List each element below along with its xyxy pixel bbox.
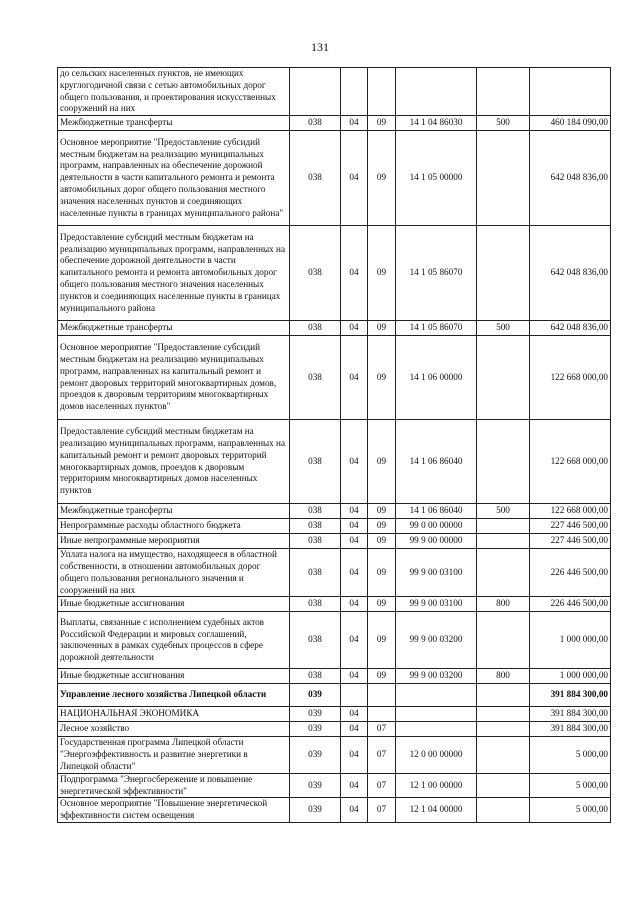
table-body [58, 68, 611, 823]
cell-subsection: 09 [368, 669, 396, 684]
table-row [58, 519, 611, 534]
cell-subsection [368, 684, 396, 707]
cell-subsection: 09 [368, 336, 396, 420]
table-row [58, 669, 611, 684]
cell-target-article: 14 1 06 86040 [396, 504, 477, 519]
cell-name: Межбюджетные трансферты [58, 321, 290, 336]
cell-section: 04 [341, 773, 368, 798]
cell-name: Непрограммные расходы областного бюджета [58, 519, 290, 534]
cell-expense-type [477, 684, 530, 707]
cell-target-article: 12 0 00 00000 [396, 737, 477, 773]
cell-expense-type [477, 773, 530, 798]
cell-expense-type: 500 [477, 321, 530, 336]
table-row [58, 534, 611, 549]
cell-amount: 226 446 500,00 [530, 549, 611, 597]
cell-name: Межбюджетные трансферты [58, 504, 290, 519]
cell-expense-type: 500 [477, 116, 530, 131]
table-row [58, 773, 611, 798]
cell-amount: 642 048 836,00 [530, 321, 611, 336]
cell-name: Предоставление субсидий местным бюджетам на реализацию муниципальных программ, направленных на капитальный ремонт и ремонт дворовых территорий многоквартирных домов, проездов к дворовым территориям многоквартирных домов населенных пунктов [58, 420, 290, 504]
cell-section: 04 [341, 737, 368, 773]
budget-table [57, 67, 611, 823]
cell-amount: 5 000,00 [530, 798, 611, 823]
cell-admin-code [290, 68, 341, 116]
cell-name: Выплаты, связанные с исполнением судебных актов Российской Федерации и мировых соглашений, заключенных в рамках судебных процессов в сфере дорожной деятельности [58, 612, 290, 669]
cell-target-article: 14 1 05 86070 [396, 226, 477, 321]
cell-name: Иные бюджетные ассигнования [58, 597, 290, 612]
cell-subsection: 09 [368, 420, 396, 504]
cell-section: 04 [341, 722, 368, 737]
cell-amount: 642 048 836,00 [530, 131, 611, 226]
cell-section: 04 [341, 612, 368, 669]
cell-subsection: 07 [368, 722, 396, 737]
cell-target-article: 14 1 04 86030 [396, 116, 477, 131]
cell-subsection: 09 [368, 226, 396, 321]
cell-section: 04 [341, 798, 368, 823]
cell-expense-type [477, 612, 530, 669]
cell-admin-code: 039 [290, 707, 341, 722]
cell-admin-code: 038 [290, 420, 341, 504]
cell-name: Лесное хозяйство [58, 722, 290, 737]
cell-admin-code: 038 [290, 534, 341, 549]
cell-target-article: 99 9 00 00000 [396, 534, 477, 549]
cell-target-article: 99 9 00 03100 [396, 549, 477, 597]
cell-admin-code: 038 [290, 131, 341, 226]
cell-expense-type [477, 519, 530, 534]
cell-amount: 642 048 836,00 [530, 226, 611, 321]
cell-subsection [368, 707, 396, 722]
page-number: 131 [311, 40, 329, 54]
cell-amount: 391 884 300,00 [530, 722, 611, 737]
cell-expense-type [477, 68, 530, 116]
table-row [58, 226, 611, 321]
cell-section: 04 [341, 534, 368, 549]
cell-section: 04 [341, 549, 368, 597]
cell-admin-code: 038 [290, 519, 341, 534]
table-row [58, 68, 611, 116]
cell-section: 04 [341, 597, 368, 612]
cell-admin-code: 039 [290, 798, 341, 823]
cell-section: 04 [341, 116, 368, 131]
cell-name: Управление лесного хозяйства Липецкой области [58, 684, 290, 707]
cell-name: Государственная программа Липецкой области "Энергоэффективность и развитие энергетики в Липецкой области" [58, 737, 290, 773]
cell-admin-code: 038 [290, 597, 341, 612]
cell-expense-type: 800 [477, 597, 530, 612]
cell-section: 04 [341, 707, 368, 722]
cell-expense-type [477, 798, 530, 823]
cell-subsection: 09 [368, 321, 396, 336]
cell-target-article: 14 1 06 86040 [396, 420, 477, 504]
cell-subsection: 07 [368, 737, 396, 773]
cell-admin-code: 038 [290, 504, 341, 519]
cell-target-article: 14 1 05 00000 [396, 131, 477, 226]
cell-target-article: 99 0 00 00000 [396, 519, 477, 534]
cell-amount: 1 000 000,00 [530, 669, 611, 684]
cell-target-article: 12 1 00 00000 [396, 773, 477, 798]
cell-expense-type [477, 336, 530, 420]
cell-admin-code: 038 [290, 549, 341, 597]
cell-name: НАЦИОНАЛЬНАЯ ЭКОНОМИКА [58, 707, 290, 722]
table-row [58, 798, 611, 823]
cell-name: Подпрограмма "Энергосбережение и повышение энергетической эффективности" [58, 773, 290, 798]
cell-expense-type [477, 131, 530, 226]
table-row [58, 612, 611, 669]
cell-amount: 122 668 000,00 [530, 420, 611, 504]
cell-subsection: 07 [368, 798, 396, 823]
cell-expense-type [477, 707, 530, 722]
cell-name: Основное мероприятие "Предоставление субсидий местным бюджетам на реализацию муниципальных программ, направленных на обеспечение дорожной деятельности в части капитального ремонта и ремонта автомобильных дорог общего пользования местного значения населенных пунктов и соединяющих населенные пункты в границах муниципального района" [58, 131, 290, 226]
table-row [58, 722, 611, 737]
cell-admin-code: 039 [290, 773, 341, 798]
cell-admin-code: 038 [290, 116, 341, 131]
cell-target-article: 99 9 00 03100 [396, 597, 477, 612]
cell-amount: 227 446 500,00 [530, 519, 611, 534]
cell-target-article: 99 9 00 03200 [396, 669, 477, 684]
cell-admin-code: 038 [290, 612, 341, 669]
cell-expense-type: 500 [477, 504, 530, 519]
cell-section [341, 684, 368, 707]
table-row [58, 131, 611, 226]
table-row [58, 684, 611, 707]
cell-admin-code: 038 [290, 226, 341, 321]
table-row [58, 549, 611, 597]
cell-expense-type [477, 226, 530, 321]
cell-amount: 1 000 000,00 [530, 612, 611, 669]
cell-target-article [396, 684, 477, 707]
table-row [58, 597, 611, 612]
cell-subsection: 09 [368, 131, 396, 226]
cell-expense-type [477, 722, 530, 737]
cell-target-article: 12 1 04 00000 [396, 798, 477, 823]
cell-amount [530, 68, 611, 116]
table-row [58, 116, 611, 131]
cell-target-article: 14 1 05 86070 [396, 321, 477, 336]
cell-amount: 460 184 090,00 [530, 116, 611, 131]
cell-name: Межбюджетные трансферты [58, 116, 290, 131]
cell-amount: 391 884 300,00 [530, 707, 611, 722]
cell-amount: 5 000,00 [530, 737, 611, 773]
cell-subsection: 09 [368, 534, 396, 549]
cell-section: 04 [341, 321, 368, 336]
cell-subsection: 09 [368, 597, 396, 612]
cell-section: 04 [341, 226, 368, 321]
table-row [58, 504, 611, 519]
cell-admin-code: 038 [290, 336, 341, 420]
cell-name: Иные бюджетные ассигнования [58, 669, 290, 684]
cell-section [341, 68, 368, 116]
cell-admin-code: 038 [290, 321, 341, 336]
cell-expense-type [477, 534, 530, 549]
cell-name: Уплата налога на имущество, находящееся в областной собственности, в отношении автомобильных дорог общего пользования регионального значения и сооружений на них [58, 549, 290, 597]
cell-section: 04 [341, 669, 368, 684]
cell-target-article [396, 68, 477, 116]
cell-subsection: 09 [368, 549, 396, 597]
cell-amount: 226 446 500,00 [530, 597, 611, 612]
table-row [58, 707, 611, 722]
cell-amount: 122 668 000,00 [530, 336, 611, 420]
cell-name: Основное мероприятие "Повышение энергетической эффективности систем освещения [58, 798, 290, 823]
cell-section: 04 [341, 131, 368, 226]
cell-section: 04 [341, 519, 368, 534]
cell-subsection: 09 [368, 504, 396, 519]
cell-amount: 5 000,00 [530, 773, 611, 798]
cell-target-article: 14 1 06 00000 [396, 336, 477, 420]
cell-amount: 122 668 000,00 [530, 504, 611, 519]
cell-subsection [368, 68, 396, 116]
cell-amount: 391 884 300,00 [530, 684, 611, 707]
cell-section: 04 [341, 504, 368, 519]
cell-admin-code: 038 [290, 669, 341, 684]
cell-name: Предоставление субсидий местным бюджетам на реализацию муниципальных программ, направленных на обеспечение дорожной деятельности в части капитального ремонта и ремонта автомобильных дорог общего пользования местного значения населенных пунктов и соединяющих населенные пункты в границах муниципального района [58, 226, 290, 321]
cell-admin-code: 039 [290, 684, 341, 707]
table-row [58, 321, 611, 336]
cell-section: 04 [341, 420, 368, 504]
cell-section: 04 [341, 336, 368, 420]
table-row [58, 737, 611, 773]
table-row [58, 420, 611, 504]
cell-expense-type [477, 549, 530, 597]
cell-subsection: 07 [368, 773, 396, 798]
cell-target-article [396, 722, 477, 737]
cell-target-article [396, 707, 477, 722]
cell-amount: 227 446 500,00 [530, 534, 611, 549]
cell-subsection: 09 [368, 612, 396, 669]
cell-name: Иные непрограммные мероприятия [58, 534, 290, 549]
cell-subsection: 09 [368, 116, 396, 131]
cell-name: до сельских населенных пунктов, не имеющих круглогодичной связи с сетью автомобильных дорог общего пользования, и проектирования искусственных сооружений на них [58, 68, 290, 116]
cell-name: Основное мероприятие "Предоставление субсидий местным бюджетам на реализацию муниципальных программ, направленных на капитальный ремонт и ремонт дворовых территорий многоквартирных домов, проездов к дворовым территориям многоквартирных домов населенных пунктов" [58, 336, 290, 420]
cell-subsection: 09 [368, 519, 396, 534]
cell-admin-code: 039 [290, 722, 341, 737]
cell-expense-type [477, 737, 530, 773]
cell-expense-type [477, 420, 530, 504]
table-row [58, 336, 611, 420]
cell-admin-code: 039 [290, 737, 341, 773]
cell-target-article: 99 9 00 03200 [396, 612, 477, 669]
cell-expense-type: 800 [477, 669, 530, 684]
